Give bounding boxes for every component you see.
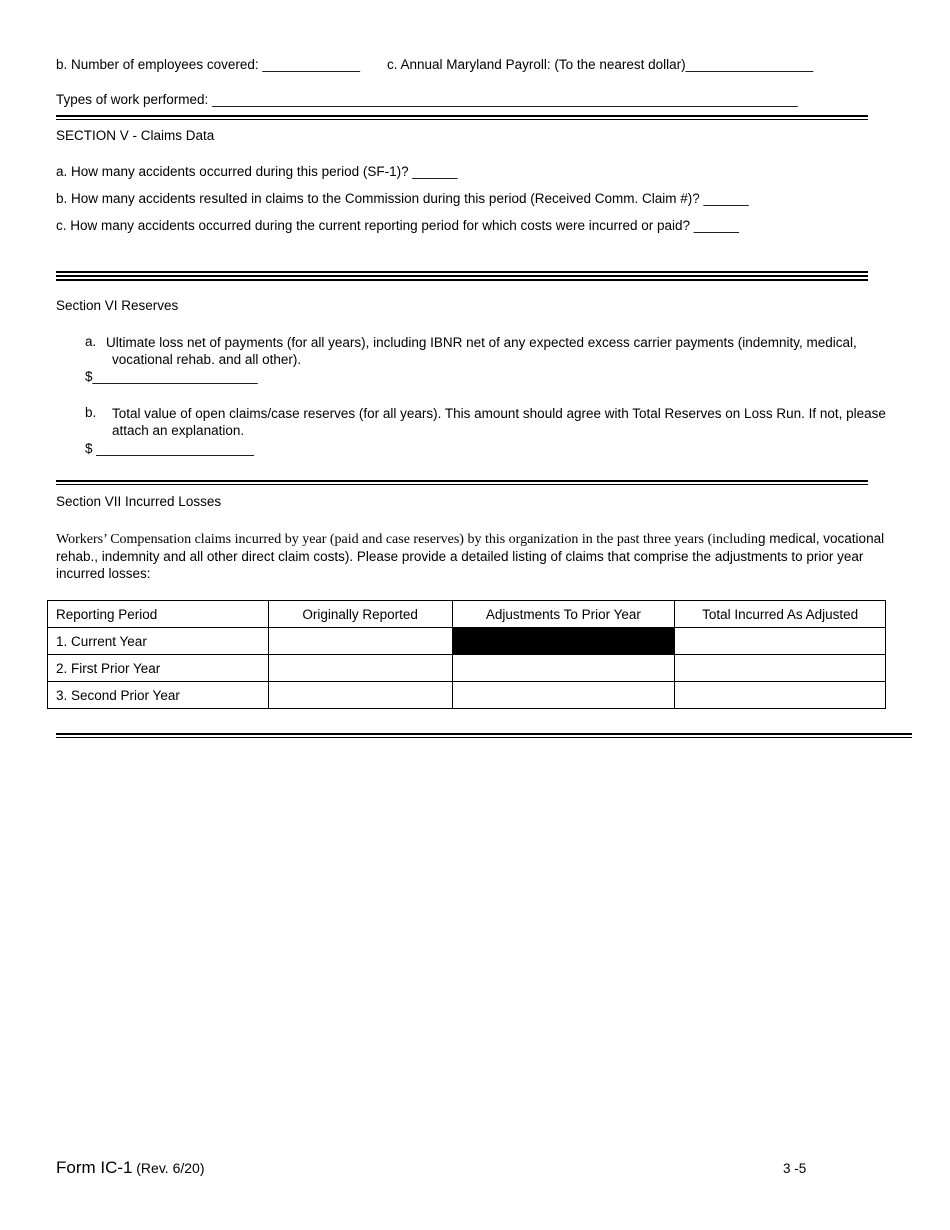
- row-label-second-prior-year: 3. Second Prior Year: [48, 682, 269, 709]
- table-row: [48, 628, 886, 655]
- incurred-losses-table: [47, 600, 886, 709]
- section-divider: [56, 733, 912, 738]
- accidents-question-a[interactable]: a. How many accidents occurred during this period (SF-1)? ______: [56, 164, 458, 179]
- cell-second-prior-originally-reported[interactable]: [268, 682, 452, 709]
- col-header-originally-reported: Originally Reported: [268, 601, 452, 628]
- cell-current-total-incurred[interactable]: [675, 628, 886, 655]
- reserve-a-text: Ultimate loss net of payments (for all years), including IBNR net of any expected excess carrier payments (indemnity, medical, vocational rehab. and all other).: [106, 335, 857, 367]
- table-row: [48, 682, 886, 709]
- cell-second-prior-total-incurred[interactable]: [675, 682, 886, 709]
- col-header-adjustments: Adjustments To Prior Year: [452, 601, 675, 628]
- table-header-row: [48, 601, 886, 628]
- section-divider: [56, 115, 868, 120]
- section-v-title: SECTION V - Claims Data: [56, 128, 215, 143]
- cell-current-originally-reported[interactable]: [268, 628, 452, 655]
- form-revision: (Rev. 6/20): [136, 1160, 205, 1176]
- accidents-question-c[interactable]: c. How many accidents occurred during the current reporting period for which costs were incurred or paid? ______: [56, 218, 739, 233]
- cell-first-prior-adjustments[interactable]: [452, 655, 675, 682]
- cell-second-prior-adjustments[interactable]: [452, 682, 675, 709]
- section-divider: [56, 480, 868, 485]
- col-header-total-incurred: Total Incurred As Adjusted: [675, 601, 886, 628]
- reserve-a-marker: a.: [85, 334, 97, 349]
- page-number: 3 -5: [783, 1161, 807, 1176]
- reserve-a-amount-field[interactable]: $______________________: [85, 369, 258, 384]
- section-divider-heavy: [56, 271, 868, 281]
- types-of-work-field[interactable]: Types of work performed: ______________________________________________________________________________: [56, 92, 798, 107]
- accidents-question-b[interactable]: b. How many accidents resulted in claims to the Commission during this period (Received Comm. Claim #)? ______: [56, 191, 749, 206]
- employees-covered-field[interactable]: b. Number of employees covered: _____________: [56, 57, 360, 72]
- form-id: [56, 1158, 204, 1178]
- intro-serif-part: Workers’ Compensation claims incurred by year (paid and case reserves) by this organization in the past three years (includin: [56, 532, 759, 547]
- reserve-b-amount-field[interactable]: $ _____________________: [85, 441, 254, 456]
- reserve-b-marker: b.: [85, 405, 97, 420]
- col-header-reporting-period: Reporting Period: [48, 601, 269, 628]
- reserve-b-text: Total value of open claims/case reserves (for all years). This amount should agree with Total Reserves on Loss Run. If not, please attach an explanation.: [112, 406, 886, 438]
- incurred-losses-intro: [56, 530, 906, 582]
- cell-first-prior-total-incurred[interactable]: [675, 655, 886, 682]
- table-row: [48, 655, 886, 682]
- cell-current-adjustments-blacked-out: [452, 628, 675, 655]
- form-name: Form IC-1: [56, 1158, 133, 1177]
- annual-payroll-field[interactable]: c. Annual Maryland Payroll: (To the nearest dollar)_________________: [387, 57, 814, 72]
- row-label-current-year: 1. Current Year: [48, 628, 269, 655]
- section-vii-title: Section VII Incurred Losses: [56, 494, 222, 509]
- section-vi-title: Section VI Reserves: [56, 298, 179, 313]
- row-label-first-prior-year: 2. First Prior Year: [48, 655, 269, 682]
- intro-sans-part: g medical, vocational rehab., indemnity and all other direct claim costs). Please provide a detailed listing of claims that comprise the adjustments to prior year incurred losses:: [56, 531, 885, 581]
- cell-first-prior-originally-reported[interactable]: [268, 655, 452, 682]
